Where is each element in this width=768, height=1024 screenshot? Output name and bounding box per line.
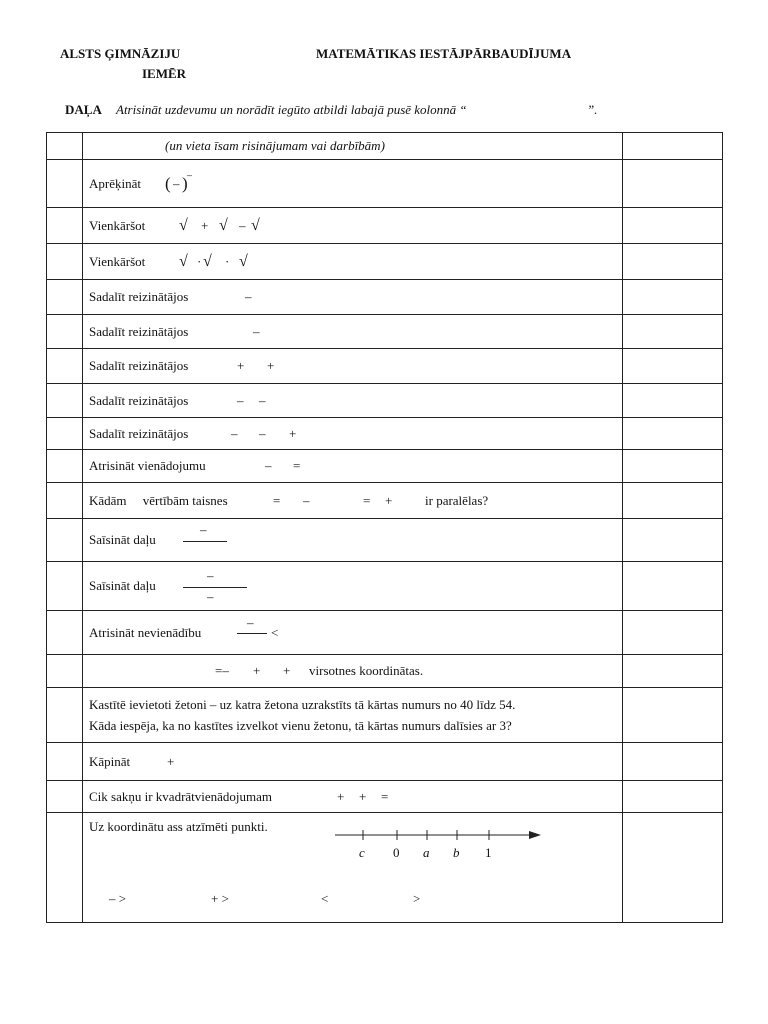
answer-cell[interactable] (623, 483, 723, 519)
expr-symbol: √ (179, 216, 188, 234)
task-cell (83, 450, 623, 483)
task-cell (83, 519, 623, 562)
table-row (47, 743, 723, 781)
fraction-bar (237, 633, 267, 634)
task-cell (83, 743, 623, 781)
answer-cell[interactable] (623, 450, 723, 483)
number-cell (47, 519, 83, 562)
expr-symbol: – (173, 175, 180, 191)
task-cell (83, 384, 623, 418)
task-cell (83, 208, 623, 244)
answer-cell[interactable] (623, 208, 723, 244)
expr-symbol: √ (239, 252, 248, 270)
expr-symbol: – (237, 392, 244, 408)
expr-symbol: – (187, 170, 192, 182)
task-cell (83, 280, 623, 315)
expr-symbol: – (200, 522, 207, 537)
table-row (47, 519, 723, 562)
table-row (47, 562, 723, 611)
task-text: Atrisināt vienādojumu (89, 458, 206, 473)
axis-label: a (423, 845, 430, 860)
expr-symbol: √ (179, 252, 188, 270)
part-instruction-close: ”. (587, 102, 598, 117)
number-cell (47, 160, 83, 208)
expr-symbol: = (273, 492, 281, 508)
table-row (47, 688, 723, 743)
expr-symbol: + (253, 663, 261, 678)
expr-symbol: √ (219, 216, 228, 234)
number-cell (47, 244, 83, 280)
number-cell (47, 781, 83, 813)
task-cell (83, 133, 623, 160)
task-text: Kāpināt (89, 753, 131, 769)
table-row (47, 418, 723, 450)
table-row (47, 611, 723, 655)
expr-symbol: =– (215, 663, 229, 678)
part-label: DAĻA (65, 102, 102, 117)
number-line (335, 827, 545, 867)
condition: > (413, 891, 421, 906)
number-cell (47, 562, 83, 611)
task-cell (83, 562, 623, 611)
expr-symbol: + (201, 217, 209, 233)
table-header-row (47, 133, 723, 160)
axis-label: 1 (485, 845, 492, 860)
task-cell (83, 611, 623, 655)
task-text: Sadalīt reizinātājos (89, 289, 189, 304)
answer-cell[interactable] (623, 244, 723, 280)
task-text: Atrisināt nevienādību (89, 624, 202, 640)
expr-symbol: – (247, 615, 254, 630)
table-row (47, 349, 723, 384)
expr-symbol: √ (203, 252, 212, 270)
expr-symbol: ) (182, 173, 188, 193)
number-cell (47, 384, 83, 418)
answer-cell[interactable] (623, 611, 723, 655)
answer-cell (623, 133, 723, 160)
fraction-bar (183, 541, 227, 542)
task-text: Kādām vērtībām taisnes (89, 492, 228, 508)
answer-cell[interactable] (623, 813, 723, 923)
table-row (47, 813, 723, 923)
condition: – > (109, 891, 127, 906)
header-note: (un vieta īsam risinājumam vai darbībām) (165, 138, 385, 153)
expr-symbol: √ (251, 216, 260, 234)
expr-symbol: + (267, 358, 275, 373)
expr-symbol: – (245, 289, 252, 304)
task-text-line2: Kāda iespēja, ka no kastītes izvelkot vienu žetonu, tā kārtas numurs dalīsies ar 3? (89, 718, 512, 733)
number-cell (47, 611, 83, 655)
answer-cell[interactable] (623, 562, 723, 611)
fraction-bar (183, 587, 247, 588)
number-cell (47, 688, 83, 743)
task-text-tail: ir paralēlas? (425, 492, 489, 508)
expr-symbol: + (337, 788, 345, 804)
part-instruction: Atrisināt uzdevumu un norādīt iegūto atbildi labajā pusē kolonnā “ (116, 102, 467, 117)
table-row (47, 483, 723, 519)
expr-symbol: = (293, 458, 301, 473)
answer-cell[interactable] (623, 160, 723, 208)
expr-symbol: – (239, 217, 246, 233)
answer-cell[interactable] (623, 384, 723, 418)
expr-symbol: + (167, 753, 175, 769)
task-text: Vienkāršot (89, 217, 146, 233)
number-cell (47, 743, 83, 781)
table-row (47, 280, 723, 315)
table-row (47, 384, 723, 418)
school-title-line2: IEMĒR (142, 66, 187, 81)
task-text-tail: virsotnes koordinātas. (309, 663, 424, 678)
task-cell (83, 813, 623, 923)
task-text: Cik sakņu ir kvadrātvienādojumam (89, 788, 273, 804)
condition: < (321, 891, 329, 906)
expr-symbol: + (289, 425, 297, 441)
task-cell (83, 655, 623, 688)
task-text: Sadalīt reizinātājos (89, 392, 189, 408)
task-cell (83, 160, 623, 208)
number-cell (47, 418, 83, 450)
task-cell (83, 315, 623, 349)
number-cell (47, 315, 83, 349)
answer-cell[interactable] (623, 519, 723, 562)
task-text: Saīsināt daļu (89, 578, 156, 593)
number-cell (47, 450, 83, 483)
axis-label: 0 (393, 845, 400, 860)
answer-cell[interactable] (623, 781, 723, 813)
expr-symbol: – (259, 425, 266, 441)
task-cell (83, 244, 623, 280)
table-row (47, 208, 723, 244)
task-table (46, 132, 723, 923)
expr-symbol: – (231, 425, 238, 441)
axis-label: c (359, 845, 365, 860)
answer-cell[interactable] (623, 655, 723, 688)
task-text: Aprēķināt (89, 175, 141, 191)
task-text: Vienkāršot (89, 253, 146, 269)
table-row (47, 315, 723, 349)
expr-symbol: · (197, 253, 202, 269)
task-cell (83, 688, 623, 743)
number-cell (47, 133, 83, 160)
expr-symbol: – (303, 492, 310, 508)
expr-symbol: < (271, 624, 279, 640)
axis-arrow-icon (529, 831, 541, 839)
expr-symbol: – (265, 458, 272, 473)
expr-symbol: · (225, 253, 230, 269)
expr-symbol: + (237, 358, 245, 373)
task-cell (83, 781, 623, 813)
expr-symbol: – (259, 392, 266, 408)
task-cell (83, 418, 623, 450)
expr-symbol: + (359, 788, 367, 804)
task-text: Saīsināt daļu (89, 532, 156, 547)
answer-cell[interactable] (623, 315, 723, 349)
task-text: Sadalīt reizinātājos (89, 323, 189, 339)
expr-symbol: ( (165, 173, 171, 193)
axis-label: b (453, 845, 460, 860)
table-row (47, 655, 723, 688)
expr-symbol: = (363, 492, 371, 508)
condition: + > (211, 891, 229, 906)
table-row (47, 244, 723, 280)
answer-cell[interactable] (623, 743, 723, 781)
expr-symbol: + (283, 663, 291, 678)
expr-symbol: – (253, 323, 260, 339)
expr-symbol: – (207, 568, 214, 583)
table-row (47, 781, 723, 813)
answer-cell[interactable] (623, 349, 723, 384)
number-cell (47, 208, 83, 244)
task-text: Uz koordinātu ass atzīmēti punkti. (89, 819, 268, 834)
school-title: ALSTS ĢIMNĀZIJU (60, 46, 181, 61)
number-cell (47, 280, 83, 315)
number-cell (47, 349, 83, 384)
task-text: Kastītē ievietoti žetoni – uz katra žetona uzrakstīts tā kārtas numurs no 40 līdz 54. (89, 697, 516, 712)
task-text: Sadalīt reizinātājos (89, 425, 189, 441)
answer-cell[interactable] (623, 280, 723, 315)
answer-cell[interactable] (623, 418, 723, 450)
task-cell (83, 349, 623, 384)
task-text: Sadalīt reizinātājos (89, 358, 189, 373)
table-row (47, 450, 723, 483)
answer-cell[interactable] (623, 688, 723, 743)
expr-symbol: – (207, 589, 214, 604)
number-cell (47, 813, 83, 923)
task-cell (83, 483, 623, 519)
expr-symbol: = (381, 788, 389, 804)
number-cell (47, 483, 83, 519)
number-cell (47, 655, 83, 688)
table-row (47, 160, 723, 208)
exam-title: MATEMĀTIKAS IESTĀJPĀRBAUDĪJUMA (316, 46, 572, 61)
expr-symbol: + (385, 492, 393, 508)
